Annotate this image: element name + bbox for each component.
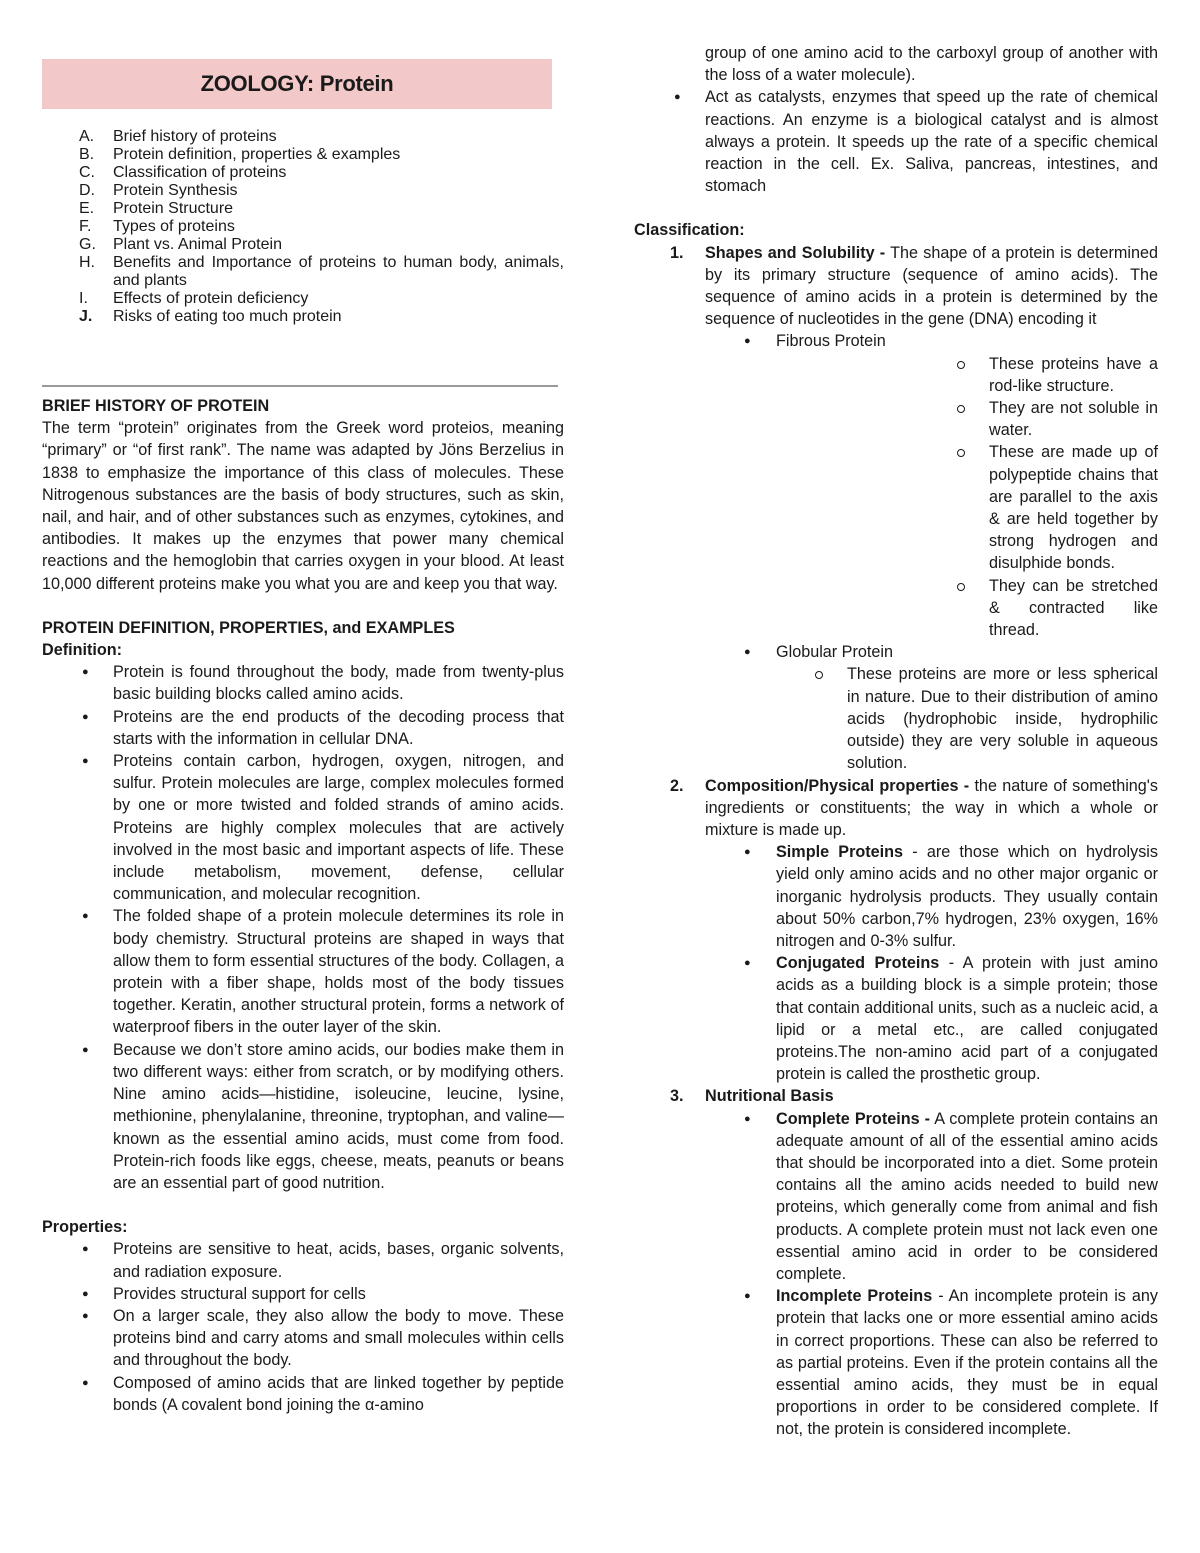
sub-item xyxy=(634,1285,1158,1440)
sub-item-text: - are those which on hydrolysis yield only amino acids and no other major organic or inorganic hydrolysis products. They usually contain about 50% carbon,7% hydrogen, 23% oxygen, 16% nitrogen and 0-3% sulfur. xyxy=(776,843,1158,950)
toc-letter: I. xyxy=(79,290,88,307)
list-item: These proteins are more or less spherical in nature. Due to their distribution of amino acids (hydrophobic inside, hydrophilic outside) they are very soluble in aqueous solution. xyxy=(634,663,1158,774)
toc-text: Risks of eating too much protein xyxy=(113,308,342,325)
toc-text: Effects of protein deficiency xyxy=(113,290,309,307)
sub-item-label: Complete Proteins - xyxy=(776,1109,931,1128)
toc-text: Types of proteins xyxy=(113,218,235,235)
item-title: Nutritional Basis xyxy=(705,1087,834,1106)
toc-item xyxy=(42,236,564,254)
classification-heading: Classification: xyxy=(634,221,745,240)
list-item: These proteins have a rod-like structure. xyxy=(776,353,1158,397)
toc-text: Protein Structure xyxy=(113,200,234,217)
toc-letter: J. xyxy=(79,308,93,325)
sub-item-label: Incomplete Proteins xyxy=(776,1287,933,1306)
page-title: ZOOLOGY: Protein xyxy=(200,71,394,96)
toc-text: Protein Synthesis xyxy=(113,182,238,199)
properties-label: Properties: xyxy=(42,1218,128,1237)
sub-item xyxy=(634,1108,1158,1286)
classification-item xyxy=(634,775,1158,1086)
item-number: 3. xyxy=(670,1087,684,1106)
list-item: ● Proteins are sensitive to heat, acids, bases, organic solvents, and radiation exposure. xyxy=(42,1238,564,1282)
list-item: These are made up of polypeptide chains that are parallel to the axis & are held together by strong hydrogen and disulphide bonds. xyxy=(776,441,1158,574)
sub-item-text: A complete protein contains an adequate amount of all of the essential amino acids that should be incorporated into a diet. Some protein contains all the amino acids needed to build new proteins, which generally come from animal and fish products. A complete protein must not lack even one essential amino acid in order to be considered complete. xyxy=(776,1109,1158,1283)
title-banner xyxy=(42,59,552,109)
toc-item xyxy=(42,182,564,200)
sub-item-label: Fibrous Protein xyxy=(776,332,886,351)
section-divider xyxy=(42,385,558,387)
toc-letter: A. xyxy=(79,128,95,145)
toc-item xyxy=(42,164,564,182)
toc-item xyxy=(42,308,564,326)
toc-letter: H. xyxy=(79,254,95,271)
properties-list xyxy=(42,1238,564,1416)
table-of-contents xyxy=(42,128,564,326)
toc-item xyxy=(42,128,564,146)
toc-letter: E. xyxy=(79,200,95,217)
item-title: Composition/Physical properties - xyxy=(705,776,970,795)
left-column-body xyxy=(42,395,564,1416)
toc-letter: G. xyxy=(79,236,96,253)
toc-text: Benefits and Importance of proteins to human body, animals, and plants xyxy=(113,254,564,289)
classification-list xyxy=(634,242,1158,1441)
definition-label: Definition: xyxy=(42,641,123,660)
list-item: ● Composed of amino acids that are linked together by peptide bonds (A covalent bond joining the α-amino xyxy=(42,1372,564,1416)
right-column-body xyxy=(634,42,1158,1441)
history-heading: BRIEF HISTORY OF PROTEIN xyxy=(42,397,270,415)
toc-item xyxy=(42,254,564,290)
toc-item xyxy=(42,290,564,308)
toc-letter: D. xyxy=(79,182,95,199)
list-item: ● Because we don’t store amino acids, our bodies make them in two different ways: either from scratch, or by modifying others. Nine amino acids—histidine, isoleucine, leucine, lysine, methionine, phenylalanine, threonine, tryptophan, and valine—known as the essential amino acids, must come from food. Protein-rich foods like eggs, cheese, meats, peanuts or beans are an essential part of good nutrition. xyxy=(42,1039,564,1194)
item-title: Shapes and Solubility - xyxy=(705,243,886,262)
list-item: ● The folded shape of a protein molecule determines its role in body chemistry. Structural proteins are shaped in ways that allow them to form essential structures of the body. Collagen, a protein with a fiber shape, holds most of the body tissues together. Keratin, another structural protein, forms a network of waterproof fibers in the outer layer of the skin. xyxy=(42,905,564,1038)
list-item: ● Proteins are the end products of the decoding process that starts with the information in cellular DNA. xyxy=(42,706,564,750)
sub-item xyxy=(634,330,1158,641)
list-item: ● On a larger scale, they also allow the body to move. These proteins bind and carry atoms and small molecules within cells and throughout the body. xyxy=(42,1305,564,1372)
sub-item-label: Globular Protein xyxy=(776,643,893,662)
sub-item xyxy=(634,641,1158,774)
toc-item xyxy=(42,146,564,164)
item-number: 2. xyxy=(670,776,684,795)
toc-text: Plant vs. Animal Protein xyxy=(113,236,282,253)
item-text: The shape of a protein is determined by its primary structure (sequence of amino acids). The sequence of amino acids in a protein is determined by the sequence of nucleotides in the gene (DNA) encoding it xyxy=(705,243,1158,329)
definition-list xyxy=(42,661,564,1194)
toc-letter: B. xyxy=(79,146,95,163)
sub-item xyxy=(634,841,1158,952)
sub-item-label: Simple Proteins xyxy=(776,843,904,862)
sub-list xyxy=(634,330,1158,774)
circle-list xyxy=(776,353,1158,642)
toc-letter: F. xyxy=(79,218,92,235)
list-item: ● Protein is found throughout the body, made from twenty-plus basic building blocks called amino acids. xyxy=(42,661,564,705)
classification-item xyxy=(634,1085,1158,1440)
list-item: They can be stretched & contracted like thread. xyxy=(776,575,1158,642)
classification-item xyxy=(634,242,1158,775)
list-item-continued: group of one amino acid to the carboxyl group of another with the loss of a water molecule). xyxy=(705,44,1158,85)
list-item: ● Provides structural support for cells xyxy=(42,1283,564,1305)
list-item: ● Proteins contain carbon, hydrogen, oxygen, nitrogen, and sulfur. Protein molecules are large, complex molecules formed by one or more twisted and folded strands of amino acids. Proteins are highly complex molecules that are actively involved in the most basic and important aspects of life. These include metabolism, movement, defense, cellular communication, and molecular recognition. xyxy=(42,750,564,905)
item-text: the nature of something's ingredients or constituents; the way in which a whole or mixture is made up. xyxy=(705,776,1158,839)
circle-list xyxy=(634,663,1158,774)
sub-item-label: Conjugated Proteins xyxy=(776,954,940,973)
sub-list xyxy=(634,1108,1158,1441)
sub-item xyxy=(634,952,1158,1085)
toc-text: Classification of proteins xyxy=(113,164,287,181)
item-number: 1. xyxy=(670,243,684,262)
list-item: ● Act as catalysts, enzymes that speed up the rate of chemical reactions. An enzyme is a biological catalyst and is almost always a protein. It speeds up the rate of a specific chemical reaction in the cell. Ex. Saliva, pancreas, intestines, and stomach xyxy=(634,86,1158,197)
sub-item-text: - An incomplete protein is any protein that lacks one or more essential amino acids in correct proportions. These can also be referred to as partial proteins. Even if the protein contains all the essential amino acids, they must be in equal proportions in order to be considered complete. If not, the protein is considered incomplete. xyxy=(776,1287,1158,1439)
toc-text: Protein definition, properties & examples xyxy=(113,146,401,163)
definition-section-heading: PROTEIN DEFINITION, PROPERTIES, and EXAMPLES xyxy=(42,618,455,637)
sub-item-text: - A protein with just amino acids as a building block is a simple protein; those that contain additional units, such as a nucleic acid, a lipid or a metal etc., are called conjugated proteins.The non-amino acid part of a conjugated protein is called the prosthetic group. xyxy=(776,954,1158,1084)
toc-text: Brief history of proteins xyxy=(113,128,277,145)
toc-item xyxy=(42,218,564,236)
toc-item xyxy=(42,200,564,218)
list-item: They are not soluble in water. xyxy=(776,397,1158,441)
history-paragraph: The term “protein” originates from the Greek word proteios, meaning “primary” or “of first rank”. The name was adapted by Jöns Berzelius in 1838 to emphasize the importance of this class of molecules. These Nitrogenous substances are the basis of body structures, such as skin, nail, and hair, and of other substances such as enzymes, cytokines, and antibodies. It makes up the enzymes that power many chemical reactions and the hemoglobin that carries oxygen in your blood. At least 10,000 different proteins make you what you are and keep you that way. xyxy=(42,419,564,593)
sub-list xyxy=(634,841,1158,1085)
properties-list-continued xyxy=(634,42,1158,197)
toc-letter: C. xyxy=(79,164,95,181)
